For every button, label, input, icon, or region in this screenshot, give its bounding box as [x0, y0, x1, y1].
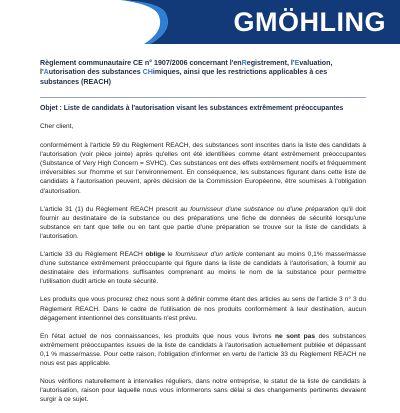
- title-divider: [40, 97, 366, 98]
- company-logo: GMÖHLING: [233, 7, 386, 37]
- text-span: qu'il doit fournir au destinataire de la substance ou des préparations une fiche de données de sécurité lorsqu'une substance en tant que telle ou en tant que partie d'une préparation se trouve sur la liste de candidats à l'autorisation.: [40, 205, 366, 240]
- regulation-title: [40, 59, 366, 87]
- title-text: Règlement communautaire CE n° 1907/2006 concernant l'en: [40, 59, 242, 67]
- title-highlight: R: [241, 59, 247, 67]
- paragraph-articles-definition: Les produits que vous procurez chez nous sont à définir comme étant des articles au sens de l'article 3 n° 3 du Règlement REACH. Dans le cadre de l'utilisation de nos produits conformément à leur destination, aucun dégagement intentionnel des constituants n'est prévu.: [40, 296, 366, 322]
- text-span: L'article 33 du Règlement REACH: [40, 251, 146, 259]
- emphasis-span: fournisseur d'une substance ou d'une préparation: [190, 205, 339, 213]
- text-span: L'article 31 (1) du Règlement REACH prescrit au: [40, 205, 191, 213]
- subject-line: Objet : Liste de candidats à l'autorisation visant les substances extrêmement préoccupantes: [40, 105, 344, 112]
- title-text: l': [40, 68, 44, 77]
- title-text: utorisation des substances: [48, 68, 143, 77]
- brand-header: [0, 0, 400, 44]
- title-highlight: A: [43, 68, 49, 77]
- paragraph-current-knowledge: [40, 332, 366, 368]
- title-text: valuation,: [299, 59, 333, 67]
- bold-span: ne sont pas: [275, 332, 315, 340]
- title-highlight: E: [294, 59, 300, 67]
- text-span: En l'état actuel de nos connaissances, les produits que nous vous livrons: [40, 332, 276, 340]
- text-span: des substances extrêmement préoccupantes issues de la liste de candidats à l'autorisation actuellement publiée et dépassant 0,1 % masse/masse. Pour cette raison, l'obligation d'informer en vertu de l'article 33 du Règlement REACH ne nous est pas applicable.: [40, 332, 366, 367]
- emphasis-span: fournisseur d'un article: [175, 251, 244, 259]
- title-text: imiques, ainsi que les restrictions applicables à ces: [152, 68, 328, 77]
- letter-body: [40, 122, 366, 413]
- title-text: substances (REACH): [40, 77, 111, 86]
- greeting: Cher client,: [40, 123, 74, 130]
- title-highlight: CH: [142, 68, 153, 77]
- title-text: egistrement, l': [246, 59, 295, 67]
- paragraph-article-31: [40, 205, 366, 241]
- text-span: le: [164, 251, 176, 259]
- paragraph-regular-checks: Nous vérifions naturellement à intervalles réguliers, dans notre entreprise, le statut de la liste de candidats à l'autorisation, raison pour laquelle nous vous informerons sans délai si des changements pertinents devaient surgir à ce sujet.: [40, 378, 366, 404]
- text-span: contenant au moins 0,1% masse/masse d'une substance extrêmement préoccupante qui figure dans la liste de candidats à l'autorisation, à fournir au destinataire des informations suffisantes comprenant au moins le nom de la substance pour permettre l'utilisation dudit article en toute sécurité.: [40, 251, 367, 286]
- bold-span: oblige: [145, 251, 165, 259]
- paragraph-article-59: conformément à l'article 59 du Règlement REACH, des substances sont inscrites dans la liste des candidats à l'autorisation (voir pièce jointe) après qu'elles ont été identifiées comme étant extrêmement préoccupantes (Substance of Very High Concern = SVHC). Ces substances ont des effets extrêmement nocifs et fréquemment irréversibles sur l'homme et sur l'environnement. En conséquence, les substances figurant dans cette liste de candidats à l'autorisation peuvent, après décision de la Commission Européenne, être soumises à l'obligation d'autorisation.: [40, 142, 366, 195]
- paragraph-article-33: [40, 250, 366, 286]
